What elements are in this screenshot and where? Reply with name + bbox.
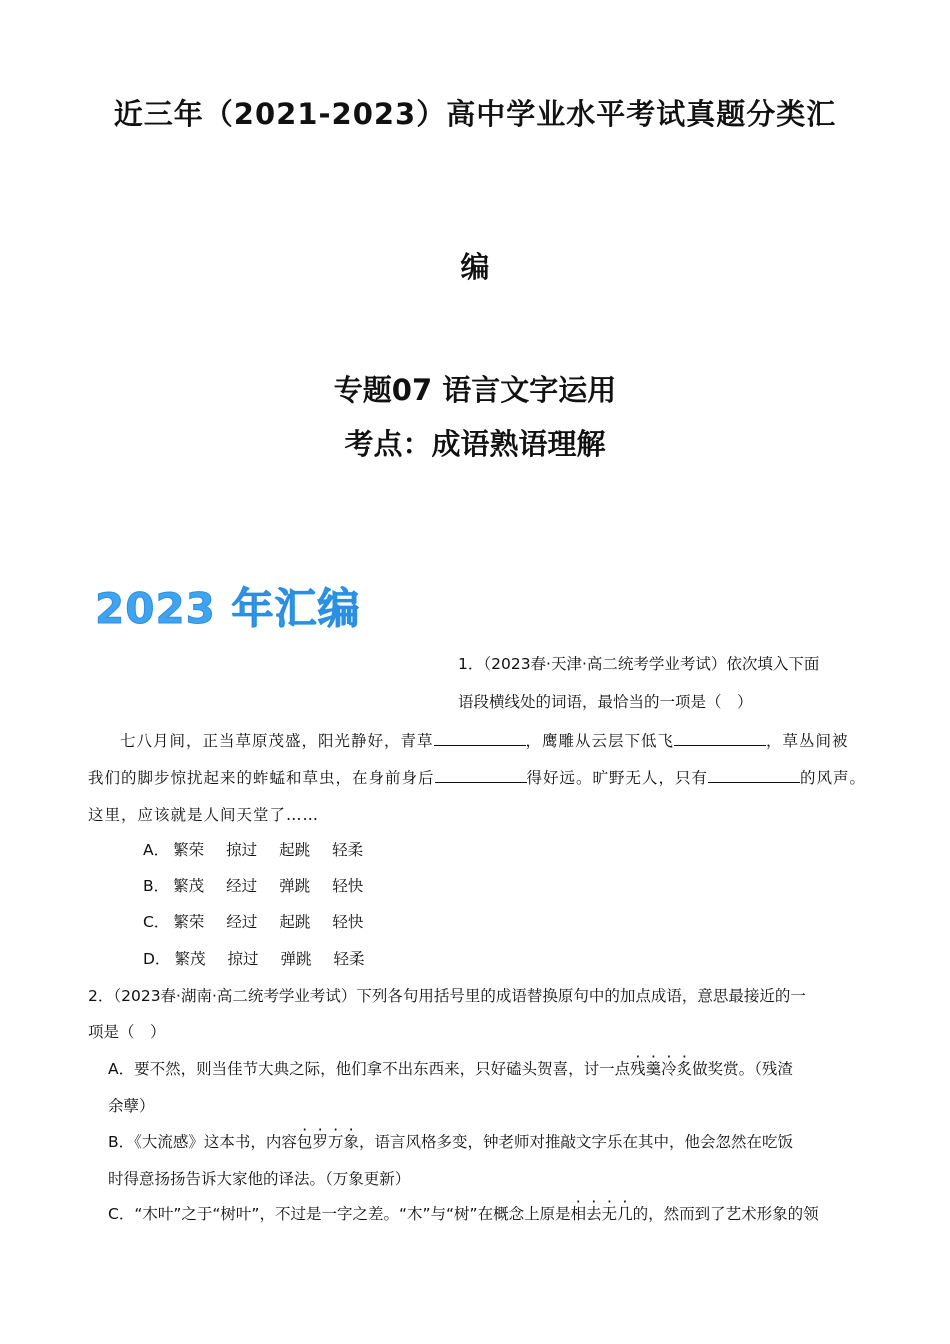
q2-option-text: B．《大流感》这本书，内容: [108, 1133, 297, 1151]
q1-passage-text: 七八月间，正当草原茂盛，阳光静好，青草: [120, 732, 434, 750]
option-word: 弹跳: [279, 877, 311, 895]
q2-option-text: ，语言风格多变，钟老师对推敲文字乐在其中，他会忽然在吃饭: [358, 1133, 793, 1151]
option-word: 轻柔: [333, 950, 365, 968]
year-banner: 2023 年汇编: [95, 584, 361, 633]
dotted-char: 残: [630, 1060, 646, 1078]
q2-option-b-line2: 时得意扬扬告诉大家他的译法。（万象更新）: [108, 1170, 411, 1188]
option-word: 繁茂: [173, 877, 205, 895]
option-word: 繁荣: [173, 841, 205, 859]
document-title-line2: 编: [460, 250, 490, 284]
option-word: 掠过: [227, 950, 259, 968]
option-letter: D．: [143, 950, 171, 968]
option-word: 掠过: [226, 841, 258, 859]
dotted-char: 炙: [676, 1060, 693, 1078]
q2-option-b-line1[interactable]: [108, 1130, 793, 1152]
option-word: 经过: [226, 913, 258, 931]
q2-stem-line1: 2．（2023春·湖南·高二统考学业考试）下列各句用括号里的成语替换原句中的加点成语，意思最接近的一: [88, 987, 806, 1005]
q1-passage-text: 得好远。旷野无人，只有: [526, 769, 709, 787]
q1-passage-line2: [88, 766, 866, 788]
q1-passage-line1: [120, 729, 849, 751]
option-letter: B．: [143, 877, 170, 895]
option-word: 繁茂: [174, 950, 206, 968]
option-word: 经过: [226, 877, 258, 895]
option-word: 轻快: [332, 913, 364, 931]
dotted-char: 万: [327, 1133, 344, 1151]
q1-option-b[interactable]: [143, 874, 385, 896]
topic-heading: 专题07 语言文字运用: [333, 373, 617, 407]
option-word: 轻快: [332, 877, 364, 895]
q2-option-a-line2: 余孽）: [108, 1097, 155, 1115]
q1-option-c[interactable]: [143, 910, 385, 932]
q1-passage-line3: 这里，应该就是人间天堂了……: [88, 806, 320, 824]
dotted-char: 去: [586, 1205, 602, 1223]
dotted-char: 相: [570, 1205, 587, 1223]
option-word: 弹跳: [280, 950, 312, 968]
q1-option-d[interactable]: [143, 947, 387, 969]
dotted-char: 羹: [645, 1060, 662, 1078]
dotted-char: 包: [296, 1133, 313, 1151]
dotted-char: 几: [617, 1205, 633, 1223]
fill-blank-2[interactable]: [674, 731, 766, 746]
q2-option-c-line1[interactable]: [108, 1202, 819, 1224]
q2-stem-line2: 项是（ ）: [88, 1023, 166, 1041]
option-letter: A．: [143, 841, 170, 859]
dotted-char: 象: [343, 1133, 359, 1151]
q2-option-text: 做奖赏。（残渣: [692, 1060, 793, 1078]
q1-stem-line1: 1．（2023春·天津·高二统考学业考试）依次填入下面: [458, 655, 820, 673]
option-word: 起跳: [279, 913, 311, 931]
q1-passage-text: 的风声。: [800, 769, 867, 787]
fill-blank-4[interactable]: [708, 768, 800, 783]
point-heading: 考点：成语熟语理解: [344, 427, 606, 461]
q1-option-a[interactable]: [143, 838, 385, 860]
option-word: 起跳: [279, 841, 311, 859]
q1-stem-line2: 语段横线处的词语，最恰当的一项是（ ）: [458, 693, 753, 711]
q2-option-text: 的，然而到了艺术形象的领: [632, 1205, 819, 1223]
q2-option-text: A．要不然，则当佳节大典之际，他们拿不出东西来，只好磕头贺喜，讨一点: [108, 1060, 631, 1078]
option-word: 繁荣: [173, 913, 205, 931]
q2-option-a-line1[interactable]: [108, 1057, 793, 1079]
option-letter: C．: [143, 913, 170, 931]
fill-blank-3[interactable]: [435, 768, 527, 783]
q1-passage-text: ，草丛间被: [766, 732, 849, 750]
dotted-char: 冷: [661, 1060, 677, 1078]
q1-passage-text: ，鹰雕从云层下低飞: [525, 732, 675, 750]
q1-passage-text: 我们的脚步惊扰起来的蚱蜢和草虫，在身前身后: [88, 769, 435, 787]
document-title-line1: 近三年（2021-2023）高中学业水平考试真题分类汇: [113, 97, 837, 131]
dotted-char: 无: [601, 1205, 618, 1223]
option-word: 轻柔: [332, 841, 364, 859]
q2-option-text: C．“木叶”之于“树叶”，不过是一字之差。“木”与“树”在概念上原是: [108, 1205, 571, 1223]
dotted-char: 罗: [312, 1133, 328, 1151]
fill-blank-1[interactable]: [434, 731, 526, 746]
